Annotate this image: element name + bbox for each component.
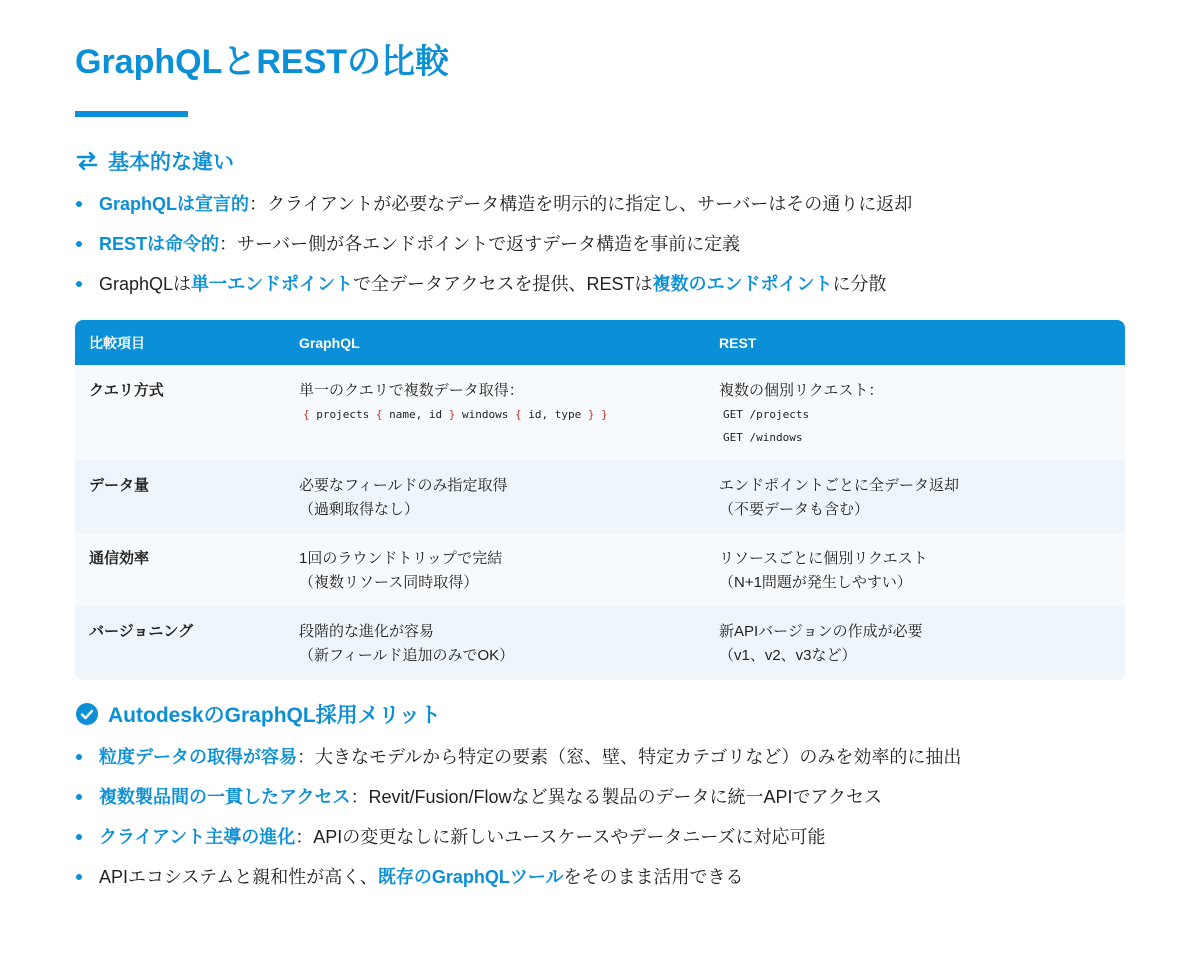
list-item (75, 231, 912, 271)
cell-text: （新フィールド追加のみでOK） (299, 647, 515, 664)
table-header (75, 320, 1125, 365)
graphql-cell (285, 547, 705, 606)
cell-text: 段階的な進化が容易 (299, 623, 435, 640)
rest-cell (705, 547, 1125, 606)
graphql-query-code: { projects { name, id } windows { id, type } } (303, 408, 608, 421)
list-item (75, 864, 961, 904)
list-item (75, 271, 912, 311)
rest-cell (705, 474, 1125, 533)
highlight-text: 複数製品間の一貫したアクセス (99, 787, 351, 807)
list-item (75, 744, 961, 784)
highlight-text: 単一エンドポイント (191, 274, 354, 294)
table-row (75, 606, 1125, 680)
cell-text: （v1、v2、v3など） (719, 647, 857, 664)
highlight-text: 複数のエンドポイント (652, 274, 833, 294)
rest-request-code: GET /projects (723, 408, 810, 421)
header-cell-item: 比較項目 (89, 334, 145, 351)
item-text: ：大きなモデルから特定の要素（窓、壁、特定カテゴリなど）のみを効率的に抽出 (297, 747, 962, 767)
table-row (75, 460, 1125, 533)
section-heading-text: 基本的な違い (108, 151, 234, 174)
cell-text: エンドポイントごとに全データ返却 (719, 477, 960, 494)
item-text: に分散 (832, 274, 887, 294)
cell-text: （N+1問題が発生しやすい） (719, 574, 912, 591)
header-cell-graphql: GraphQL (299, 334, 360, 351)
item-text: をそのまま活用できる (563, 867, 744, 887)
section-heading-autodesk-merits (75, 699, 441, 729)
list-item (75, 191, 912, 231)
swap-arrows-icon (75, 149, 99, 173)
cell-text: リソースごとに個別リクエスト (719, 550, 928, 567)
item-text: GraphQLは (99, 274, 192, 294)
highlight-text: RESTは命令的 (99, 234, 220, 254)
table-row (75, 365, 1125, 460)
list-item (75, 824, 961, 864)
header-cell-rest: REST (719, 334, 757, 351)
page-title: GraphQLとRESTの比較 (75, 43, 450, 81)
rest-cell (705, 379, 1125, 460)
graphql-cell (285, 474, 705, 533)
cell-text: （複数リソース同時取得） (299, 574, 479, 591)
item-text: ：APIの変更なしに新しいユースケースやデータニーズに対応可能 (295, 827, 826, 847)
highlight-text: クライアント主導の進化 (99, 827, 296, 847)
cell-text: 必要なフィールドのみ指定取得 (299, 477, 508, 494)
row-label: 通信効率 (89, 550, 150, 567)
title-underline (75, 111, 188, 117)
row-label: データ量 (89, 477, 150, 494)
row-label: クエリ方式 (89, 382, 164, 399)
list-item (75, 784, 961, 824)
table-row (75, 533, 1125, 606)
graphql-cell (285, 620, 705, 680)
check-circle-icon (75, 702, 99, 726)
comparison-table (75, 320, 1125, 680)
cell-text: 新APIバージョンの作成が必要 (719, 623, 923, 640)
item-text: で全データアクセスを提供、RESTは (353, 274, 653, 294)
rest-cell (705, 620, 1125, 680)
cell-text: 単一のクエリで複数データ取得： (299, 382, 524, 399)
graphql-cell (285, 379, 705, 460)
highlight-text: 既存のGraphQLツール (377, 867, 564, 887)
basic-differences-list (75, 191, 912, 311)
highlight-text: 粒度データの取得が容易 (99, 747, 297, 767)
cell-text: 複数の個別リクエスト： (719, 382, 884, 399)
item-text: ：Revit/Fusion/Flowなど異なる製品のデータに統一APIでアクセス (350, 787, 882, 807)
cell-text: 1回のラウンドトリップで完結 (299, 550, 503, 567)
section-heading-text: AutodeskのGraphQL採用メリット (108, 704, 441, 727)
section-heading-basic-differences (75, 146, 234, 176)
item-text: ：サーバー側が各エンドポイントで返すデータ構造を事前に定義 (219, 234, 741, 254)
cell-text: （不要データも含む） (719, 501, 870, 518)
highlight-text: GraphQLは宣言的 (99, 194, 250, 214)
row-label: バージョニング (89, 623, 194, 640)
autodesk-merits-list (75, 744, 961, 904)
rest-request-code: GET /windows (723, 431, 803, 444)
item-text: ：クライアントが必要なデータ構造を明示的に指定し、サーバーはその通りに返却 (249, 194, 913, 214)
item-text: APIエコシステムと親和性が高く、 (99, 867, 378, 887)
cell-text: （過剰取得なし） (299, 501, 420, 518)
